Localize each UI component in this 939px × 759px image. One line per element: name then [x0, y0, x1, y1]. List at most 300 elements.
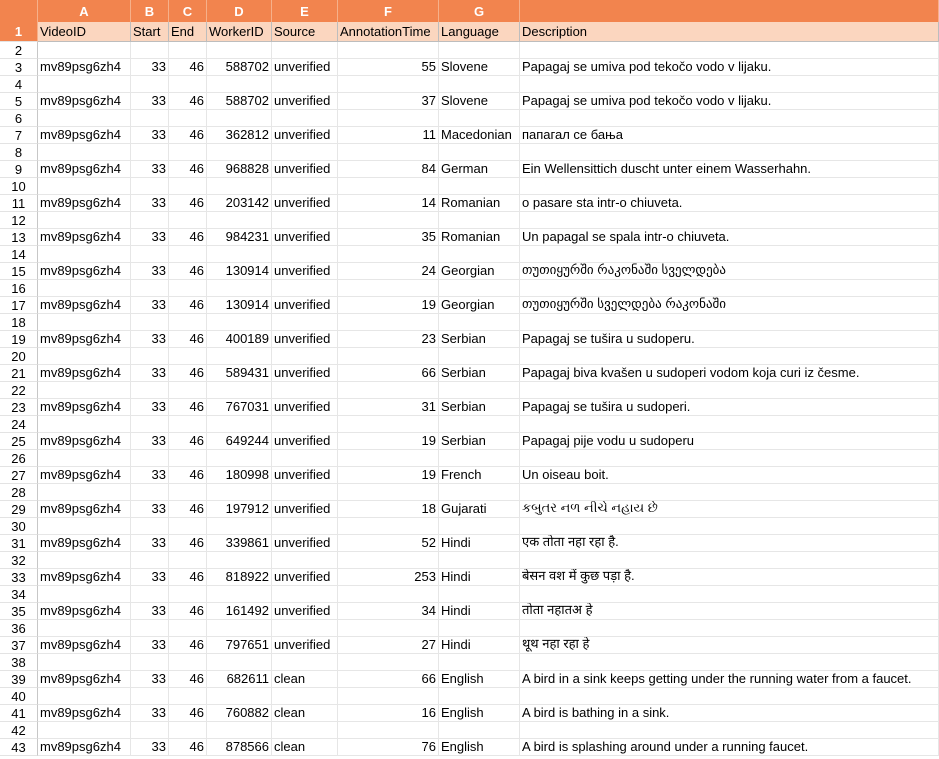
language-cell[interactable]: Serbian: [439, 365, 520, 382]
end-cell[interactable]: [169, 722, 207, 739]
language-cell[interactable]: [439, 688, 520, 705]
videoid-cell[interactable]: [38, 586, 131, 603]
header-cell-start[interactable]: Start: [131, 22, 169, 42]
end-cell[interactable]: [169, 620, 207, 637]
end-cell[interactable]: [169, 382, 207, 399]
videoid-cell[interactable]: [38, 246, 131, 263]
source-cell[interactable]: [272, 76, 338, 93]
workerid-cell[interactable]: [207, 178, 272, 195]
annotationtime-cell[interactable]: [338, 722, 439, 739]
language-cell[interactable]: French: [439, 467, 520, 484]
videoid-cell[interactable]: mv89psg6zh4: [38, 399, 131, 416]
language-cell[interactable]: Macedonian: [439, 127, 520, 144]
row-number[interactable]: 33: [0, 569, 38, 586]
end-cell[interactable]: [169, 76, 207, 93]
videoid-cell[interactable]: mv89psg6zh4: [38, 637, 131, 654]
start-cell[interactable]: 33: [131, 535, 169, 552]
annotationtime-cell[interactable]: 31: [338, 399, 439, 416]
source-cell[interactable]: unverified: [272, 365, 338, 382]
end-cell[interactable]: [169, 212, 207, 229]
row-number[interactable]: 17: [0, 297, 38, 314]
annotationtime-cell[interactable]: 52: [338, 535, 439, 552]
source-cell[interactable]: [272, 212, 338, 229]
videoid-cell[interactable]: mv89psg6zh4: [38, 195, 131, 212]
start-cell[interactable]: 33: [131, 433, 169, 450]
start-cell[interactable]: [131, 450, 169, 467]
source-cell[interactable]: unverified: [272, 331, 338, 348]
videoid-cell[interactable]: mv89psg6zh4: [38, 671, 131, 688]
row-number[interactable]: 40: [0, 688, 38, 705]
end-cell[interactable]: 46: [169, 195, 207, 212]
workerid-cell[interactable]: [207, 280, 272, 297]
start-cell[interactable]: [131, 654, 169, 671]
row-number[interactable]: 1: [0, 22, 38, 42]
end-cell[interactable]: [169, 484, 207, 501]
end-cell[interactable]: 46: [169, 603, 207, 620]
source-cell[interactable]: unverified: [272, 263, 338, 280]
annotationtime-cell[interactable]: [338, 178, 439, 195]
language-cell[interactable]: [439, 654, 520, 671]
source-cell[interactable]: [272, 518, 338, 535]
start-cell[interactable]: [131, 416, 169, 433]
header-cell-workerid[interactable]: WorkerID: [207, 22, 272, 42]
workerid-cell[interactable]: [207, 382, 272, 399]
language-cell[interactable]: [439, 42, 520, 59]
source-cell[interactable]: unverified: [272, 637, 338, 654]
language-cell[interactable]: [439, 212, 520, 229]
workerid-cell[interactable]: 767031: [207, 399, 272, 416]
row-number[interactable]: 37: [0, 637, 38, 654]
source-cell[interactable]: unverified: [272, 127, 338, 144]
source-cell[interactable]: [272, 280, 338, 297]
source-cell[interactable]: [272, 450, 338, 467]
videoid-cell[interactable]: [38, 654, 131, 671]
select-all-corner[interactable]: [0, 0, 38, 22]
description-cell[interactable]: [520, 76, 939, 93]
source-cell[interactable]: clean: [272, 671, 338, 688]
source-cell[interactable]: unverified: [272, 603, 338, 620]
row-number[interactable]: 28: [0, 484, 38, 501]
column-header-b[interactable]: B: [131, 0, 169, 22]
end-cell[interactable]: [169, 144, 207, 161]
videoid-cell[interactable]: [38, 348, 131, 365]
annotationtime-cell[interactable]: [338, 518, 439, 535]
start-cell[interactable]: 33: [131, 127, 169, 144]
annotationtime-cell[interactable]: [338, 246, 439, 263]
description-cell[interactable]: [520, 280, 939, 297]
row-number[interactable]: 15: [0, 263, 38, 280]
start-cell[interactable]: 33: [131, 501, 169, 518]
source-cell[interactable]: unverified: [272, 297, 338, 314]
videoid-cell[interactable]: mv89psg6zh4: [38, 535, 131, 552]
start-cell[interactable]: 33: [131, 467, 169, 484]
start-cell[interactable]: [131, 348, 169, 365]
description-cell[interactable]: Papagaj biva kvašen u sudoperi vodom koja curi iz česme.: [520, 365, 939, 382]
workerid-cell[interactable]: 203142: [207, 195, 272, 212]
language-cell[interactable]: [439, 76, 520, 93]
workerid-cell[interactable]: 589431: [207, 365, 272, 382]
annotationtime-cell[interactable]: [338, 450, 439, 467]
workerid-cell[interactable]: [207, 586, 272, 603]
description-cell[interactable]: Papagaj se tušira u sudoperi.: [520, 399, 939, 416]
header-cell-description[interactable]: Description: [520, 22, 939, 42]
language-cell[interactable]: Georgian: [439, 263, 520, 280]
annotationtime-cell[interactable]: [338, 654, 439, 671]
videoid-cell[interactable]: [38, 382, 131, 399]
row-number[interactable]: 4: [0, 76, 38, 93]
start-cell[interactable]: 33: [131, 569, 169, 586]
videoid-cell[interactable]: [38, 144, 131, 161]
language-cell[interactable]: [439, 620, 520, 637]
description-cell[interactable]: थूथ नहा रहा हे: [520, 637, 939, 654]
language-cell[interactable]: [439, 178, 520, 195]
end-cell[interactable]: 46: [169, 263, 207, 280]
annotationtime-cell[interactable]: 55: [338, 59, 439, 76]
language-cell[interactable]: [439, 348, 520, 365]
language-cell[interactable]: Slovene: [439, 59, 520, 76]
column-header-d[interactable]: D: [207, 0, 272, 22]
workerid-cell[interactable]: 818922: [207, 569, 272, 586]
start-cell[interactable]: [131, 722, 169, 739]
language-cell[interactable]: English: [439, 671, 520, 688]
language-cell[interactable]: [439, 722, 520, 739]
videoid-cell[interactable]: [38, 484, 131, 501]
annotationtime-cell[interactable]: 24: [338, 263, 439, 280]
end-cell[interactable]: 46: [169, 229, 207, 246]
workerid-cell[interactable]: 362812: [207, 127, 272, 144]
source-cell[interactable]: [272, 552, 338, 569]
annotationtime-cell[interactable]: [338, 586, 439, 603]
workerid-cell[interactable]: 682611: [207, 671, 272, 688]
header-cell-annotationtime[interactable]: AnnotationTime: [338, 22, 439, 42]
start-cell[interactable]: [131, 518, 169, 535]
workerid-cell[interactable]: 797651: [207, 637, 272, 654]
videoid-cell[interactable]: mv89psg6zh4: [38, 297, 131, 314]
end-cell[interactable]: 46: [169, 671, 207, 688]
start-cell[interactable]: [131, 280, 169, 297]
row-number[interactable]: 8: [0, 144, 38, 161]
description-cell[interactable]: A bird is splashing around under a running faucet.: [520, 739, 939, 756]
videoid-cell[interactable]: mv89psg6zh4: [38, 229, 131, 246]
start-cell[interactable]: 33: [131, 297, 169, 314]
videoid-cell[interactable]: mv89psg6zh4: [38, 331, 131, 348]
column-header-e[interactable]: E: [272, 0, 338, 22]
workerid-cell[interactable]: [207, 620, 272, 637]
workerid-cell[interactable]: 984231: [207, 229, 272, 246]
annotationtime-cell[interactable]: [338, 688, 439, 705]
workerid-cell[interactable]: 760882: [207, 705, 272, 722]
row-number[interactable]: 25: [0, 433, 38, 450]
end-cell[interactable]: 46: [169, 399, 207, 416]
end-cell[interactable]: 46: [169, 637, 207, 654]
source-cell[interactable]: [272, 484, 338, 501]
videoid-cell[interactable]: mv89psg6zh4: [38, 263, 131, 280]
annotationtime-cell[interactable]: [338, 552, 439, 569]
start-cell[interactable]: 33: [131, 263, 169, 280]
start-cell[interactable]: 33: [131, 229, 169, 246]
videoid-cell[interactable]: [38, 76, 131, 93]
end-cell[interactable]: [169, 416, 207, 433]
end-cell[interactable]: [169, 450, 207, 467]
description-cell[interactable]: A bird in a sink keeps getting under the running water from a faucet.: [520, 671, 939, 688]
videoid-cell[interactable]: [38, 178, 131, 195]
header-cell-language[interactable]: Language: [439, 22, 520, 42]
description-cell[interactable]: [520, 42, 939, 59]
description-cell[interactable]: Ein Wellensittich duscht unter einem Wasserhahn.: [520, 161, 939, 178]
videoid-cell[interactable]: [38, 518, 131, 535]
language-cell[interactable]: Serbian: [439, 399, 520, 416]
videoid-cell[interactable]: [38, 110, 131, 127]
language-cell[interactable]: [439, 586, 520, 603]
workerid-cell[interactable]: 180998: [207, 467, 272, 484]
start-cell[interactable]: 33: [131, 603, 169, 620]
header-cell-end[interactable]: End: [169, 22, 207, 42]
videoid-cell[interactable]: [38, 416, 131, 433]
workerid-cell[interactable]: [207, 314, 272, 331]
workerid-cell[interactable]: [207, 76, 272, 93]
start-cell[interactable]: 33: [131, 195, 169, 212]
row-number[interactable]: 16: [0, 280, 38, 297]
language-cell[interactable]: [439, 144, 520, 161]
annotationtime-cell[interactable]: [338, 110, 439, 127]
start-cell[interactable]: [131, 144, 169, 161]
annotationtime-cell[interactable]: 23: [338, 331, 439, 348]
row-number[interactable]: 23: [0, 399, 38, 416]
description-cell[interactable]: [520, 450, 939, 467]
row-number[interactable]: 27: [0, 467, 38, 484]
start-cell[interactable]: [131, 688, 169, 705]
header-cell-source[interactable]: Source: [272, 22, 338, 42]
column-header-c[interactable]: C: [169, 0, 207, 22]
workerid-cell[interactable]: [207, 246, 272, 263]
start-cell[interactable]: [131, 178, 169, 195]
end-cell[interactable]: [169, 314, 207, 331]
source-cell[interactable]: unverified: [272, 467, 338, 484]
videoid-cell[interactable]: [38, 212, 131, 229]
annotationtime-cell[interactable]: [338, 484, 439, 501]
workerid-cell[interactable]: [207, 450, 272, 467]
annotationtime-cell[interactable]: [338, 382, 439, 399]
source-cell[interactable]: [272, 688, 338, 705]
end-cell[interactable]: [169, 178, 207, 195]
annotationtime-cell[interactable]: 11: [338, 127, 439, 144]
annotationtime-cell[interactable]: [338, 212, 439, 229]
end-cell[interactable]: 46: [169, 297, 207, 314]
source-cell[interactable]: [272, 654, 338, 671]
description-cell[interactable]: [520, 348, 939, 365]
annotationtime-cell[interactable]: [338, 42, 439, 59]
annotationtime-cell[interactable]: 19: [338, 433, 439, 450]
row-number[interactable]: 11: [0, 195, 38, 212]
source-cell[interactable]: unverified: [272, 59, 338, 76]
row-number[interactable]: 36: [0, 620, 38, 637]
end-cell[interactable]: 46: [169, 433, 207, 450]
row-number[interactable]: 26: [0, 450, 38, 467]
description-cell[interactable]: Papagaj se umiva pod tekočo vodo v lijaku.: [520, 93, 939, 110]
annotationtime-cell[interactable]: [338, 416, 439, 433]
videoid-cell[interactable]: mv89psg6zh4: [38, 569, 131, 586]
workerid-cell[interactable]: 130914: [207, 263, 272, 280]
videoid-cell[interactable]: mv89psg6zh4: [38, 127, 131, 144]
description-cell[interactable]: [520, 382, 939, 399]
source-cell[interactable]: unverified: [272, 399, 338, 416]
workerid-cell[interactable]: [207, 688, 272, 705]
language-cell[interactable]: [439, 450, 520, 467]
annotationtime-cell[interactable]: 84: [338, 161, 439, 178]
start-cell[interactable]: 33: [131, 365, 169, 382]
videoid-cell[interactable]: [38, 314, 131, 331]
start-cell[interactable]: 33: [131, 705, 169, 722]
language-cell[interactable]: Hindi: [439, 535, 520, 552]
description-cell[interactable]: बेसन वश में कुछ पड़ा है.: [520, 569, 939, 586]
language-cell[interactable]: [439, 314, 520, 331]
row-number[interactable]: 12: [0, 212, 38, 229]
workerid-cell[interactable]: 968828: [207, 161, 272, 178]
row-number[interactable]: 32: [0, 552, 38, 569]
start-cell[interactable]: 33: [131, 331, 169, 348]
videoid-cell[interactable]: mv89psg6zh4: [38, 59, 131, 76]
annotationtime-cell[interactable]: 16: [338, 705, 439, 722]
workerid-cell[interactable]: 588702: [207, 93, 272, 110]
source-cell[interactable]: [272, 110, 338, 127]
language-cell[interactable]: Romanian: [439, 229, 520, 246]
description-cell[interactable]: [520, 178, 939, 195]
start-cell[interactable]: 33: [131, 399, 169, 416]
start-cell[interactable]: [131, 76, 169, 93]
language-cell[interactable]: Gujarati: [439, 501, 520, 518]
description-cell[interactable]: [520, 212, 939, 229]
videoid-cell[interactable]: [38, 42, 131, 59]
source-cell[interactable]: [272, 416, 338, 433]
row-number[interactable]: 20: [0, 348, 38, 365]
description-cell[interactable]: [520, 552, 939, 569]
language-cell[interactable]: [439, 382, 520, 399]
source-cell[interactable]: [272, 42, 338, 59]
description-cell[interactable]: [520, 314, 939, 331]
row-number[interactable]: 6: [0, 110, 38, 127]
description-cell[interactable]: [520, 144, 939, 161]
annotationtime-cell[interactable]: 19: [338, 297, 439, 314]
description-cell[interactable]: [520, 654, 939, 671]
description-cell[interactable]: თუთიყურში სველდება რაკონაში: [520, 297, 939, 314]
annotationtime-cell[interactable]: 14: [338, 195, 439, 212]
videoid-cell[interactable]: [38, 688, 131, 705]
annotationtime-cell[interactable]: [338, 348, 439, 365]
end-cell[interactable]: [169, 586, 207, 603]
videoid-cell[interactable]: mv89psg6zh4: [38, 603, 131, 620]
annotationtime-cell[interactable]: 18: [338, 501, 439, 518]
workerid-cell[interactable]: 197912: [207, 501, 272, 518]
row-number[interactable]: 10: [0, 178, 38, 195]
workerid-cell[interactable]: [207, 212, 272, 229]
column-header-f[interactable]: F: [338, 0, 439, 22]
start-cell[interactable]: [131, 212, 169, 229]
annotationtime-cell[interactable]: 19: [338, 467, 439, 484]
start-cell[interactable]: [131, 314, 169, 331]
source-cell[interactable]: unverified: [272, 501, 338, 518]
source-cell[interactable]: [272, 246, 338, 263]
description-cell[interactable]: [520, 688, 939, 705]
start-cell[interactable]: [131, 620, 169, 637]
start-cell[interactable]: [131, 110, 169, 127]
end-cell[interactable]: 46: [169, 59, 207, 76]
source-cell[interactable]: [272, 722, 338, 739]
description-cell[interactable]: [520, 722, 939, 739]
description-cell[interactable]: папагал се бања: [520, 127, 939, 144]
description-cell[interactable]: A bird is bathing in a sink.: [520, 705, 939, 722]
row-number[interactable]: 39: [0, 671, 38, 688]
row-number[interactable]: 41: [0, 705, 38, 722]
start-cell[interactable]: [131, 246, 169, 263]
row-number[interactable]: 29: [0, 501, 38, 518]
language-cell[interactable]: [439, 518, 520, 535]
row-number[interactable]: 2: [0, 42, 38, 59]
language-cell[interactable]: [439, 416, 520, 433]
column-header-g[interactable]: G: [439, 0, 520, 22]
annotationtime-cell[interactable]: 76: [338, 739, 439, 756]
start-cell[interactable]: [131, 484, 169, 501]
annotationtime-cell[interactable]: 253: [338, 569, 439, 586]
row-number[interactable]: 3: [0, 59, 38, 76]
language-cell[interactable]: [439, 552, 520, 569]
workerid-cell[interactable]: [207, 518, 272, 535]
end-cell[interactable]: [169, 518, 207, 535]
end-cell[interactable]: 46: [169, 365, 207, 382]
language-cell[interactable]: Hindi: [439, 569, 520, 586]
start-cell[interactable]: 33: [131, 637, 169, 654]
description-cell[interactable]: Papagaj se tušira u sudoperu.: [520, 331, 939, 348]
start-cell[interactable]: 33: [131, 59, 169, 76]
language-cell[interactable]: English: [439, 739, 520, 756]
description-cell[interactable]: Papagaj pije vodu u sudoperu: [520, 433, 939, 450]
source-cell[interactable]: [272, 620, 338, 637]
description-cell[interactable]: કબુતર નળ નીચે નહાય છે: [520, 501, 939, 518]
description-cell[interactable]: [520, 416, 939, 433]
source-cell[interactable]: unverified: [272, 93, 338, 110]
end-cell[interactable]: [169, 552, 207, 569]
videoid-cell[interactable]: [38, 280, 131, 297]
source-cell[interactable]: [272, 586, 338, 603]
description-cell[interactable]: Papagaj se umiva pod tekočo vodo v lijaku.: [520, 59, 939, 76]
end-cell[interactable]: [169, 110, 207, 127]
column-header-a[interactable]: A: [38, 0, 131, 22]
workerid-cell[interactable]: 161492: [207, 603, 272, 620]
row-number[interactable]: 35: [0, 603, 38, 620]
start-cell[interactable]: 33: [131, 671, 169, 688]
videoid-cell[interactable]: [38, 620, 131, 637]
source-cell[interactable]: unverified: [272, 433, 338, 450]
row-number[interactable]: 5: [0, 93, 38, 110]
row-number[interactable]: 18: [0, 314, 38, 331]
source-cell[interactable]: unverified: [272, 569, 338, 586]
description-cell[interactable]: Un oiseau boit.: [520, 467, 939, 484]
description-cell[interactable]: [520, 518, 939, 535]
source-cell[interactable]: [272, 382, 338, 399]
workerid-cell[interactable]: [207, 552, 272, 569]
end-cell[interactable]: 46: [169, 331, 207, 348]
videoid-cell[interactable]: mv89psg6zh4: [38, 467, 131, 484]
row-number[interactable]: 38: [0, 654, 38, 671]
row-number[interactable]: 19: [0, 331, 38, 348]
language-cell[interactable]: Serbian: [439, 331, 520, 348]
annotationtime-cell[interactable]: [338, 76, 439, 93]
language-cell[interactable]: German: [439, 161, 520, 178]
row-number[interactable]: 9: [0, 161, 38, 178]
annotationtime-cell[interactable]: 37: [338, 93, 439, 110]
videoid-cell[interactable]: mv89psg6zh4: [38, 705, 131, 722]
end-cell[interactable]: 46: [169, 535, 207, 552]
description-cell[interactable]: एक तोता नहा रहा है.: [520, 535, 939, 552]
